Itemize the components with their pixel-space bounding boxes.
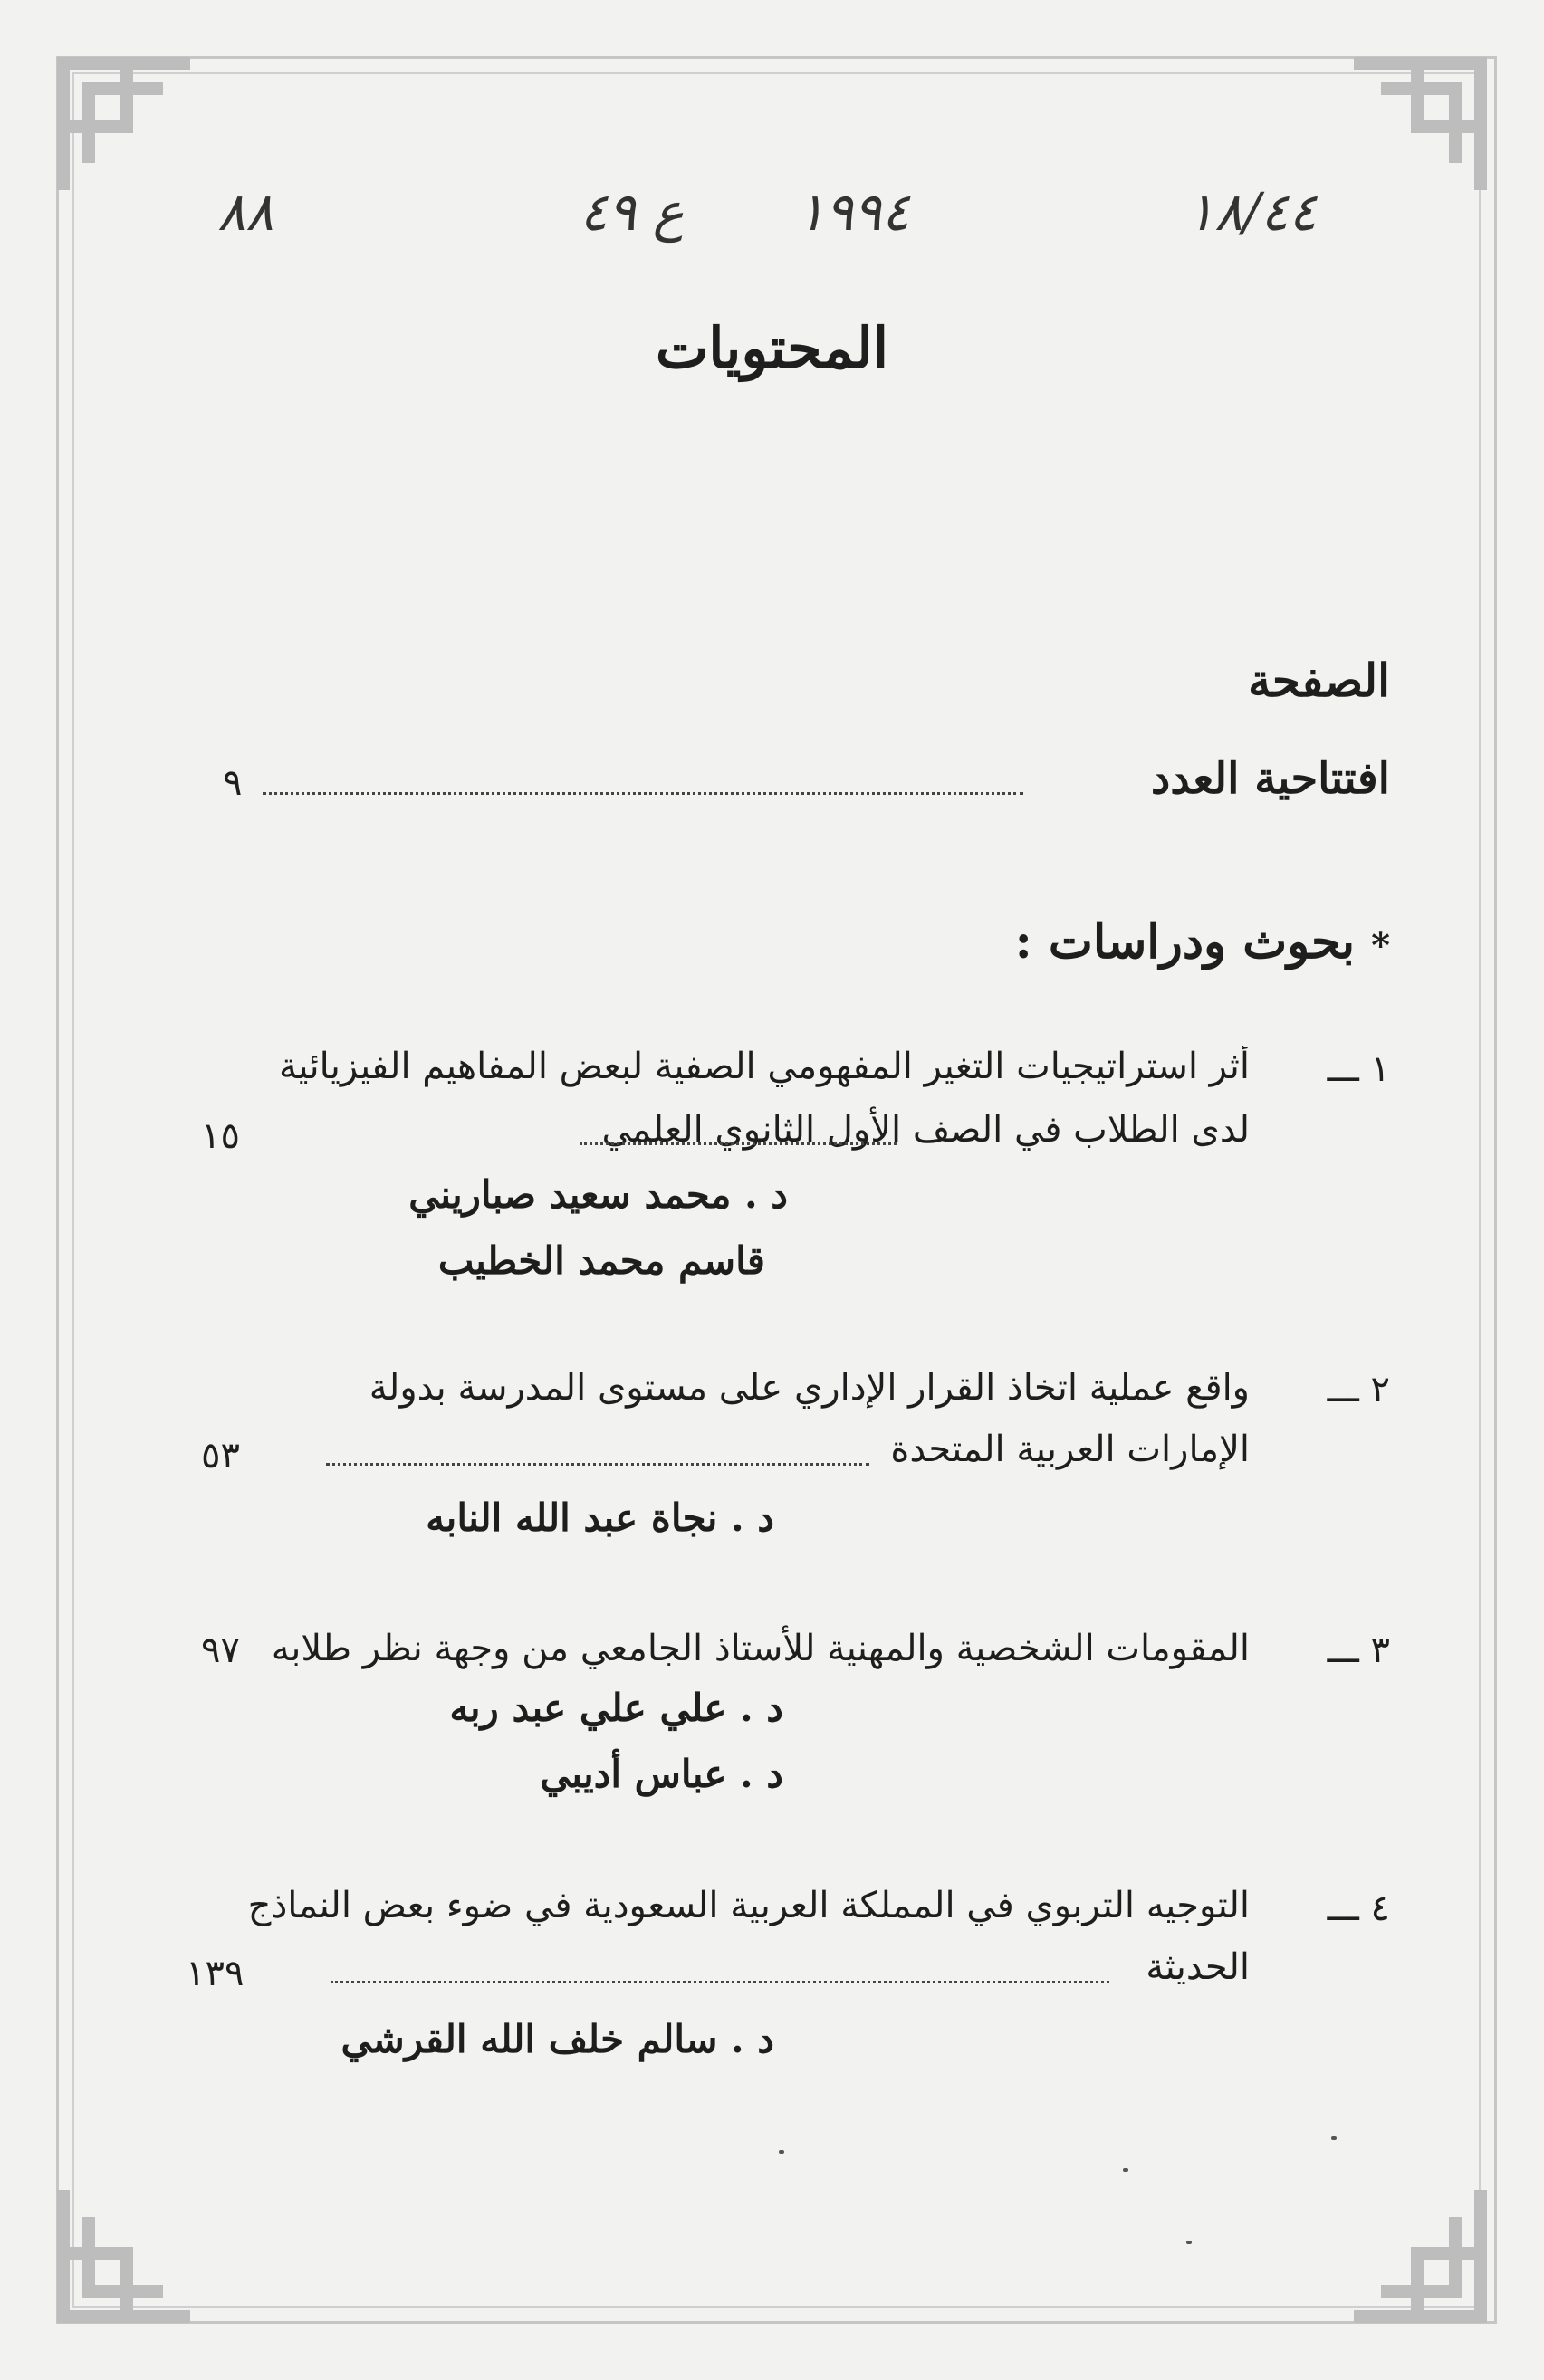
handwritten-note: ٨٨ [217, 181, 274, 243]
asterisk-icon: * [1371, 924, 1390, 967]
article-number: ١ ـــ [1327, 1048, 1390, 1090]
author-name: قاسم محمد الخطيب [437, 1238, 765, 1283]
scan-speck [1186, 2241, 1192, 2244]
dot-leader [331, 1981, 1109, 1983]
article-title-line: الحديثة [1146, 1946, 1250, 1988]
scan-speck [1331, 2136, 1337, 2140]
article-title-line: واقع عملية اتخاذ القرار الإداري على مستوى المدرسة بدولة [369, 1367, 1250, 1409]
article-title-line: المقومات الشخصية والمهنية للأستاذ الجامعي من وجهة نظر طلابه [271, 1628, 1250, 1669]
scan-speck [779, 2150, 784, 2154]
dot-leader [326, 1463, 869, 1466]
opening-label: افتتاحية العدد [1150, 753, 1390, 804]
article-number: ٣ ـــ [1327, 1630, 1390, 1671]
section-title: بحوث ودراسات : [1014, 914, 1356, 970]
article-title-line: التوجيه التربوي في المملكة العربية السعودية في ضوء بعض النماذج [247, 1885, 1250, 1926]
corner-ornament-icon [45, 45, 208, 208]
scan-speck [1123, 2168, 1128, 2172]
page-number: ١٣٩ [186, 1953, 245, 1994]
article-title-line: أثر استراتيجيات التغير المفهومي الصفية لبعض المفاهيم الفيزيائية [278, 1046, 1250, 1087]
section-heading [1015, 914, 1390, 970]
page-title: المحتويات [655, 315, 889, 381]
corner-ornament-icon [45, 2172, 208, 2335]
article-title-line: الإمارات العربية المتحدة [890, 1429, 1250, 1470]
author-name: د . عباس أديبي [540, 1752, 783, 1796]
author-name: د . نجاة عبد الله النابه [426, 1496, 774, 1540]
corner-ornament-icon [1336, 45, 1499, 208]
page-number: ٥٣ [201, 1435, 240, 1477]
page-column-header: الصفحة [1248, 654, 1390, 707]
author-name: د . محمد سعيد صباريني [408, 1172, 788, 1217]
article-number: ٢ ـــ [1327, 1369, 1390, 1410]
page-number: ٩٧ [201, 1630, 240, 1671]
dot-leader [263, 792, 1023, 795]
corner-ornament-icon [1336, 2172, 1499, 2335]
page-number: ٩ [223, 762, 243, 804]
handwritten-note: ١٩٩٤ [797, 181, 910, 243]
handwritten-note: ١٨/٤٤ [1186, 181, 1318, 243]
author-name: د . سالم خلف الله القرشي [340, 2017, 774, 2061]
handwritten-note: ع ٤٩ [580, 181, 685, 243]
page-number: ١٥ [201, 1115, 240, 1157]
dot-leader [580, 1142, 897, 1145]
article-number: ٤ ـــ [1327, 1888, 1390, 1929]
article-title-line: لدى الطلاب في الصف الأول الثانوي العلمي [601, 1109, 1250, 1151]
author-name: د . علي علي عبد ربه [449, 1686, 783, 1730]
